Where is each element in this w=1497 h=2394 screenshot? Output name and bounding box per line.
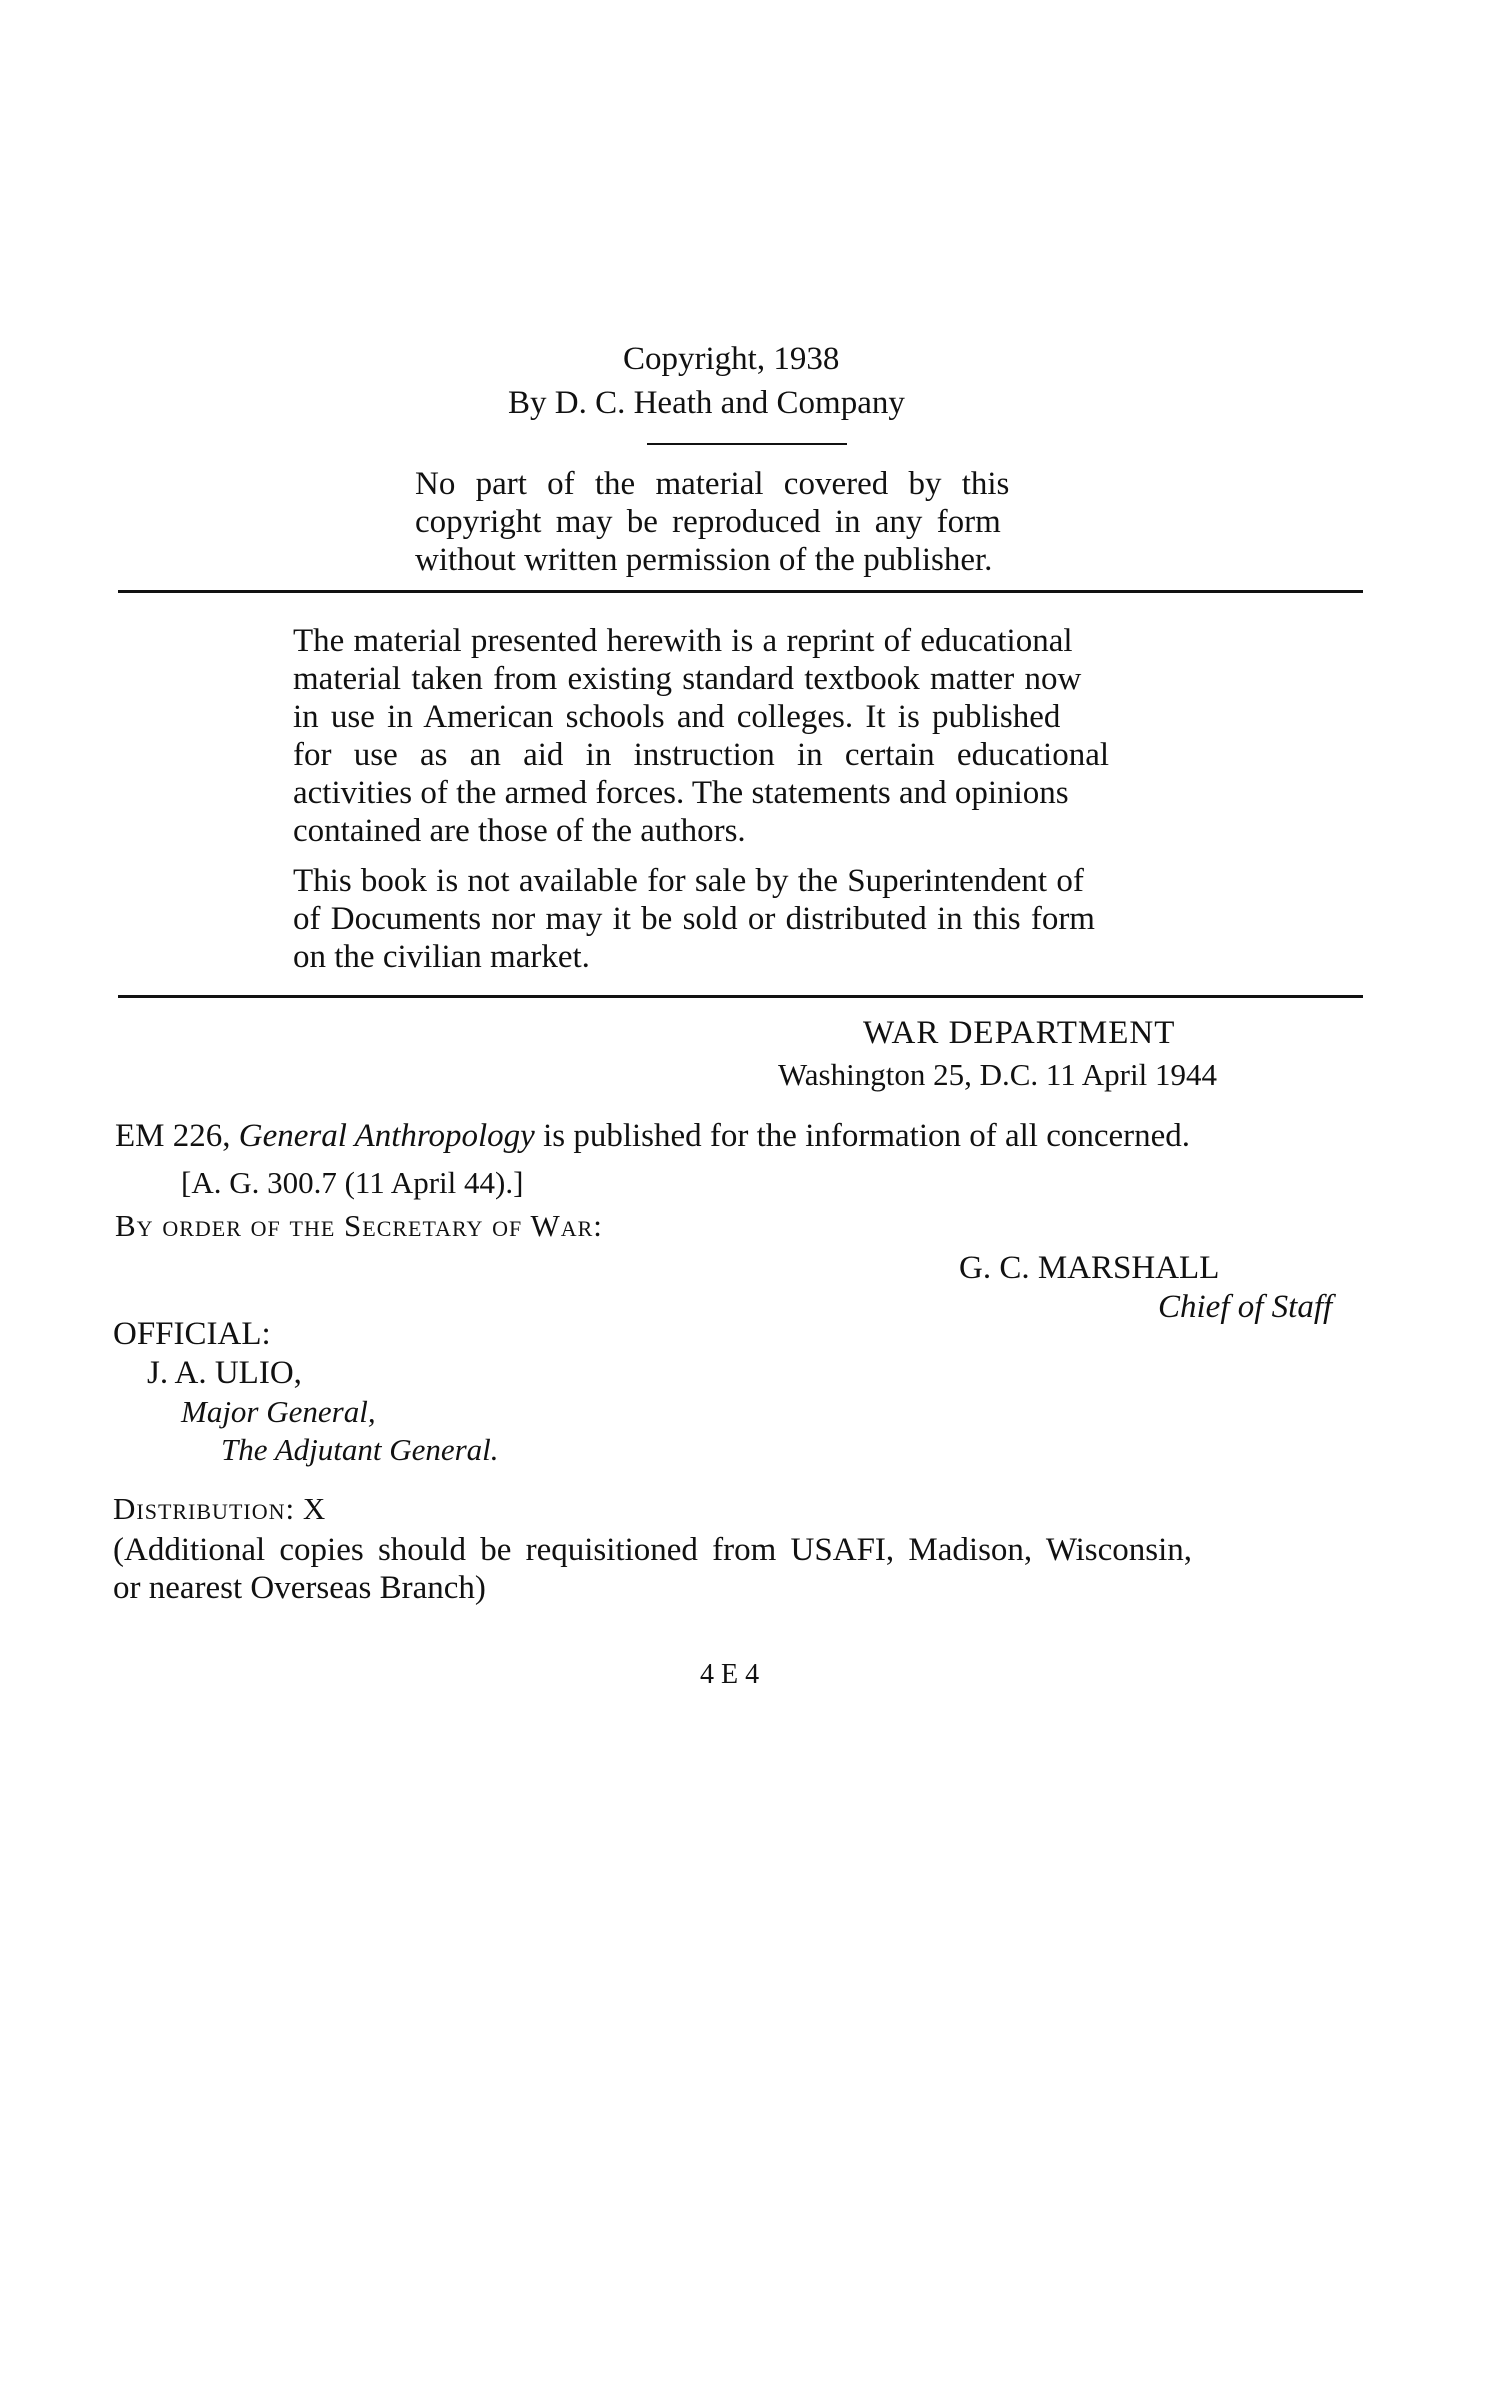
war-department-heading: WAR DEPARTMENT	[863, 1015, 1176, 1051]
rights-notice-line: copyright may be reproduced in any form	[415, 504, 1001, 540]
war-department-place-date: Washington 25, D.C. 11 April 1944	[778, 1057, 1217, 1092]
copyright-holder: By D. C. Heath and Company	[508, 385, 905, 421]
distribution-line	[113, 1490, 325, 1527]
distribution-note-line: or nearest Overseas Branch)	[113, 1570, 486, 1606]
order-line: By order of the Secretary of War:	[115, 1208, 603, 1243]
copyright-divider	[647, 443, 847, 445]
sale-notice-line: This book is not available for sale by the Superintendent of	[293, 863, 1084, 899]
publication-suffix: is published for the information of all concerned.	[534, 1118, 1191, 1154]
rights-notice-line: without written permission of the publisher.	[415, 542, 993, 578]
official-label: OFFICIAL:	[113, 1316, 271, 1352]
distribution-note-line: (Additional copies should be requisitioned from USAFI, Madison, Wisconsin,	[113, 1532, 1193, 1568]
publication-title: General Anthropology	[238, 1118, 535, 1154]
marshall-name: G. C. MARSHALL	[959, 1250, 1220, 1286]
reprint-notice-line: for use as an aid in instruction in certain educational	[293, 737, 1110, 773]
reprint-notice-line: in use in American schools and colleges. It is published	[293, 699, 1061, 735]
footer-code: 4 E 4	[700, 1659, 760, 1690]
publication-reference: [A. G. 300.7 (11 April 44).]	[181, 1165, 524, 1200]
reprint-notice-line: contained are those of the authors.	[293, 813, 746, 849]
top-horizontal-rule	[118, 590, 1363, 593]
distribution-value: X	[302, 1491, 326, 1526]
reprint-notice-line: activities of the armed forces. The statements and opinions	[293, 775, 1069, 811]
official-name: J. A. ULIO,	[147, 1355, 302, 1391]
sale-notice-line: on the civilian market.	[293, 939, 590, 975]
publication-prefix: EM 226,	[115, 1118, 239, 1154]
rights-notice	[415, 465, 1077, 579]
reprint-notice-line: The material presented herewith is a reprint of educational	[293, 623, 1073, 659]
official-rank: Major General,	[181, 1394, 376, 1429]
copyright-year: Copyright, 1938	[623, 341, 840, 377]
publication-statement	[115, 1117, 1190, 1155]
marshall-title: Chief of Staff	[1158, 1289, 1333, 1325]
reprint-notice	[293, 622, 1193, 850]
sale-notice-line: of Documents nor may it be sold or distributed in this form	[293, 901, 1095, 937]
sale-notice	[293, 862, 1193, 976]
rights-notice-line: No part of the material covered by this	[415, 466, 1010, 502]
distribution-label: Distribution:	[113, 1491, 296, 1526]
official-title: The Adjutant General.	[221, 1432, 499, 1467]
bottom-horizontal-rule	[118, 995, 1363, 998]
reprint-notice-line: material taken from existing standard textbook matter now	[293, 661, 1082, 697]
